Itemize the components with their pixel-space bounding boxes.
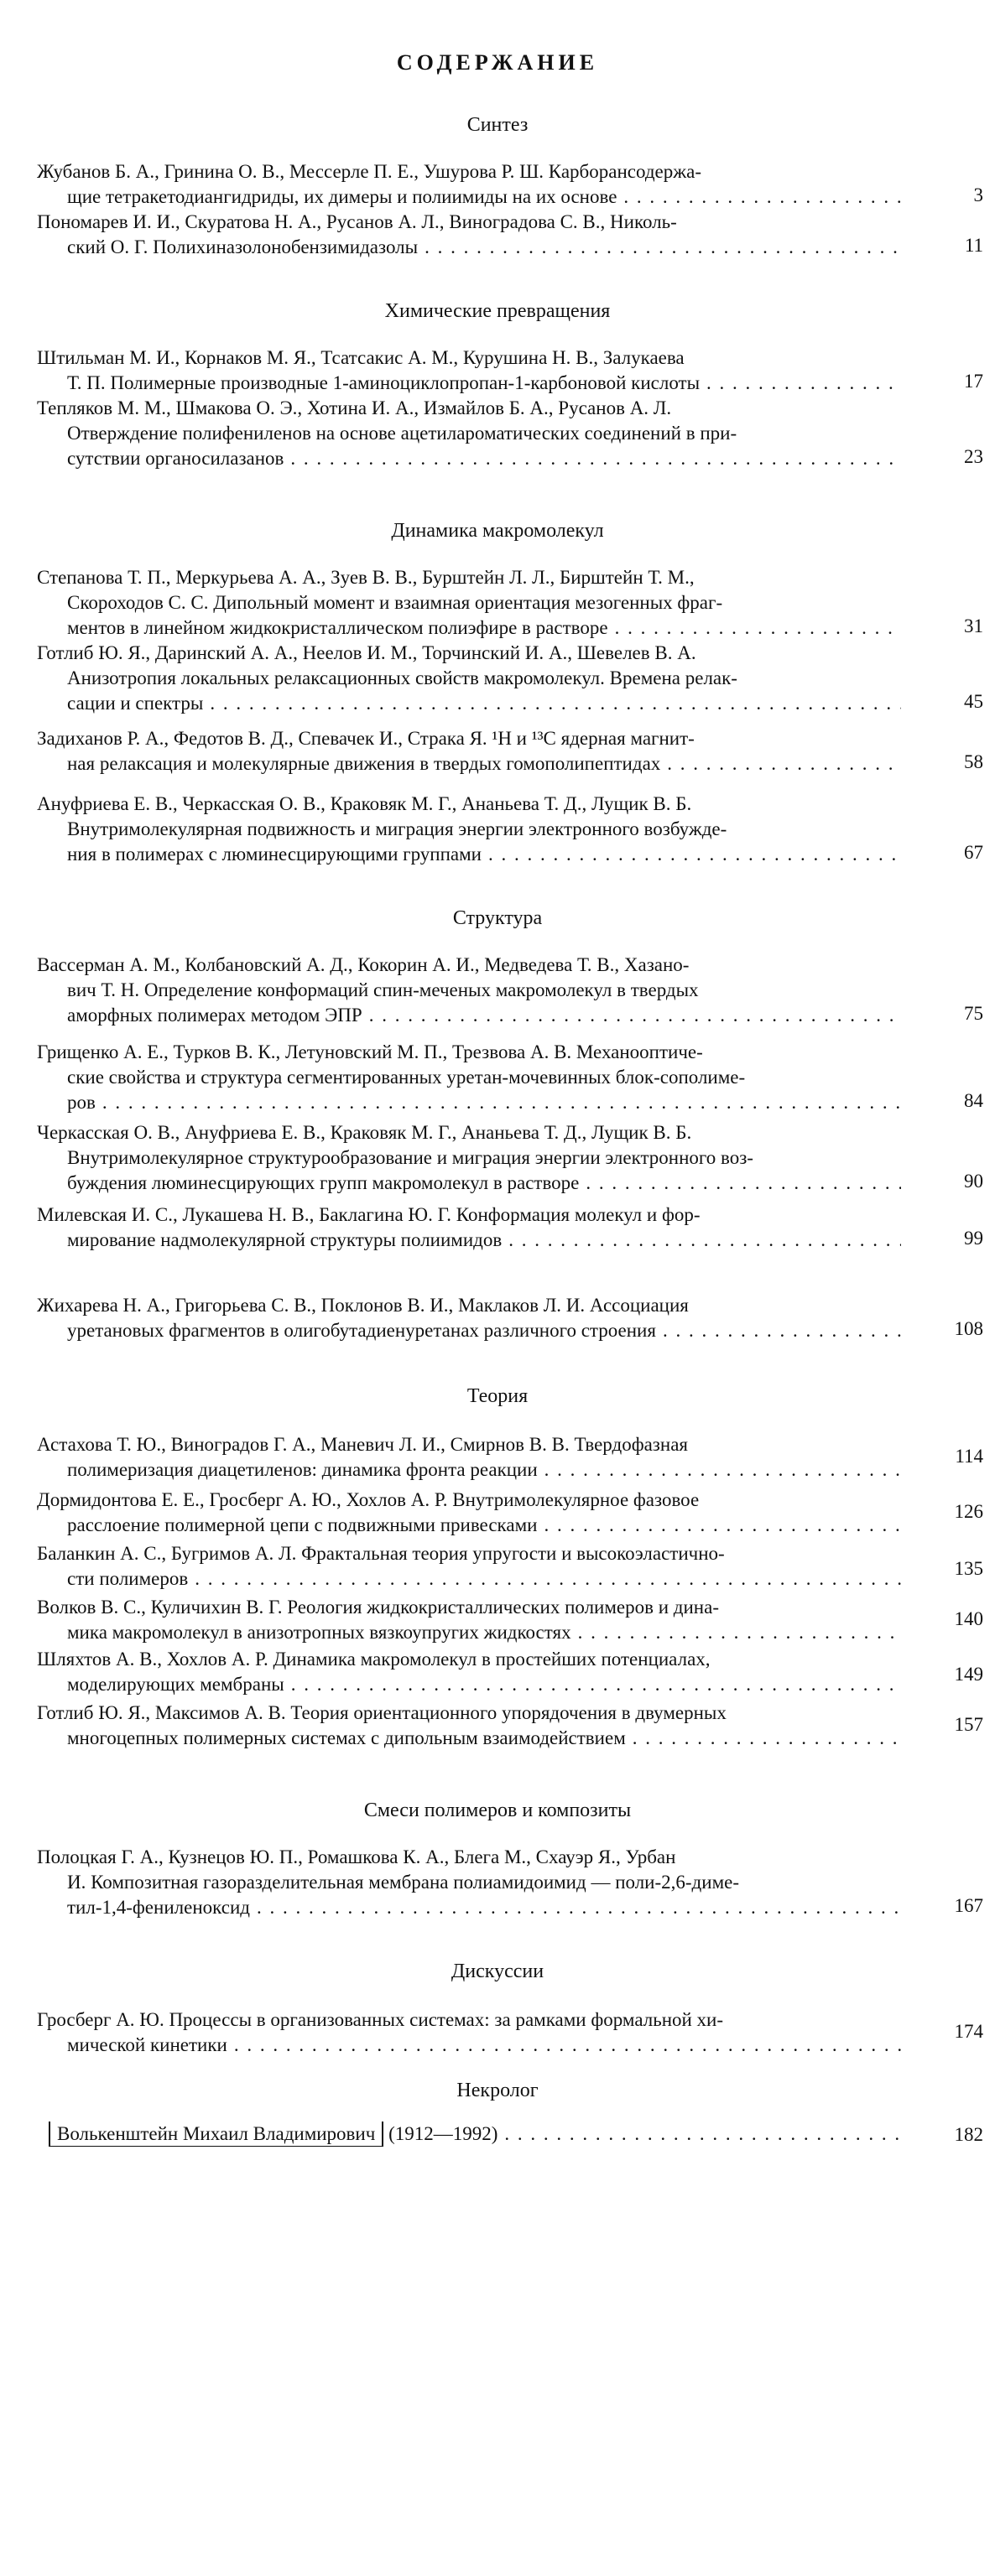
section-heading-discussions: Дискуссии xyxy=(451,1961,544,1982)
section-heading-dynamics: Динамика макромолекул xyxy=(391,520,604,542)
page-number: 58 xyxy=(964,751,983,772)
toc-entry xyxy=(37,1541,901,1592)
page-number: 135 xyxy=(954,1558,983,1579)
page-number: 84 xyxy=(964,1090,983,1111)
entry-last-line: ров . . . xyxy=(37,1090,901,1115)
entry-line: Внутримолекулярное структурообразование и миграция энергии электронного воз- xyxy=(67,1147,753,1168)
entry-line: Степанова Т. П., Меркурьева А. А., Зуев В. В., Бурштейн Л. Л., Бирштейн Т. М., xyxy=(37,567,695,588)
entry-line: Грищенко А. Е., Турков В. К., Летуновский М. П., Трезвова А. В. Механооптиче- xyxy=(37,1041,703,1062)
page-number: 90 xyxy=(964,1171,983,1192)
entry-line: Дормидонтова Е. Е., Гросберг А. Ю., Хохлов А. Р. Внутримолекулярное фазовое xyxy=(37,1489,700,1510)
page-number: 45 xyxy=(964,691,983,712)
page-title: СОДЕРЖАНИЕ xyxy=(396,50,599,75)
entry-last-line: уретановых фрагментов в олигобутадиенуретанах различного строения . . . xyxy=(37,1318,901,1343)
page-number: 140 xyxy=(954,1608,983,1629)
entry-last-line: многоцепных полимерных системах с дипольным взаимодействием . . . xyxy=(37,1726,901,1751)
page-number: 114 xyxy=(955,1446,983,1467)
toc-entry xyxy=(37,1120,901,1196)
toc-entry xyxy=(37,565,901,641)
page-number: 75 xyxy=(964,1003,983,1024)
toc-entry xyxy=(37,792,901,867)
entry-last-line: тил-1,4-фениленоксид . . . xyxy=(37,1895,901,1920)
page-number: 149 xyxy=(954,1664,983,1685)
entry-line: Астахова Т. Ю., Виноградов Г. А., Маневич Л. И., Смирнов В. В. Твердофазная xyxy=(37,1434,688,1455)
section-heading-obituary: Некролог xyxy=(456,2080,539,2101)
entry-line: Баланкин А. С., Бугримов А. Л. Фрактальная теория упругости и высокоэластично- xyxy=(37,1543,725,1564)
entry-line: Вассерман А. М., Колбановский А. Д., Кокорин А. И., Медведева Т. В., Хазано- xyxy=(37,954,690,975)
entry-last-line: мирование надмолекулярной структуры полиимидов . . . xyxy=(37,1228,901,1253)
page-number: 3 xyxy=(973,184,983,205)
section-heading-chemical: Химические превращения xyxy=(384,300,611,322)
entry-line: Отверждение полифениленов на основе ацетилароматических соединений в при- xyxy=(67,423,737,444)
page-number: 11 xyxy=(964,235,983,256)
toc-entry xyxy=(37,1701,901,1751)
entry-line: Пономарев И. И., Скуратова Н. А., Русанов А. Л., Виноградова С. В., Николь- xyxy=(37,211,677,232)
entry-last-line: расслоение полимерной цепи с подвижными привесками . . . xyxy=(37,1513,901,1538)
entry-line: Черкасская О. В., Ануфриева Е. В., Краковяк М. Г., Ананьева Т. Д., Лущик В. Б. xyxy=(37,1122,692,1143)
toc-entry xyxy=(37,345,901,396)
entry-line: Внутримолекулярная подвижность и миграция энергии электронного возбужде- xyxy=(67,818,727,839)
toc-entry xyxy=(37,1040,901,1115)
entry-last-line: ский О. Г. Полихиназолонобензимидазолы . . . xyxy=(37,235,901,260)
toc-entry xyxy=(37,1845,901,1920)
section-heading-synthesis: Синтез xyxy=(466,114,529,136)
page-number: 174 xyxy=(954,2021,983,2042)
entry-line: Задиханов Р. А., Федотов В. Д., Спевачек И., Страка Я. ¹H и ¹³C ядерная магнит- xyxy=(37,728,695,749)
entry-line: Готлиб Ю. Я., Даринский А. А., Неелов И. М., Торчинский И. А., Шевелев В. А. xyxy=(37,642,696,663)
page-number: 99 xyxy=(964,1228,983,1249)
toc-entry xyxy=(37,1647,901,1697)
entry-last-line: полимеризация диацетиленов: динамика фронта реакции . . . xyxy=(37,1457,901,1483)
toc-entry xyxy=(37,1432,901,1483)
toc-entry xyxy=(37,159,901,210)
entry-last-line: Т. П. Полимерные производные 1-аминоциклопропан-1-карбоновой кислоты . . . xyxy=(37,371,901,396)
entry-line: Ануфриева Е. В., Черкасская О. В., Краковяк М. Г., Ананьева Т. Д., Лущик В. Б. xyxy=(37,793,692,814)
page-number: 17 xyxy=(964,371,983,392)
entry-last-line: буждения люминесцирующих групп макромолекул в растворе . . . xyxy=(37,1171,901,1196)
toc-entry xyxy=(37,726,901,776)
toc-entry xyxy=(37,210,901,260)
entry-line: Штильман М. И., Корнаков М. Я., Тсатсакис А. М., Курушина Н. В., Залукаева xyxy=(37,347,685,368)
entry-line: Гросберг А. Ю. Процессы в организованных системах: за рамками формальной хи- xyxy=(37,2009,724,2030)
obituary-entry xyxy=(49,2122,901,2147)
entry-line: Жубанов Б. А., Гринина О. В., Мессерле П. Е., Ушурова Р. Ш. Карборансодержа- xyxy=(37,161,701,182)
entry-line: Анизотропия локальных релаксационных свойств макромолекул. Времена релак- xyxy=(67,667,737,688)
entry-line: ские свойства и структура сегментированных уретан-мочевинных блок-сополиме- xyxy=(67,1067,746,1088)
obituary-line xyxy=(49,2122,901,2147)
entry-line: Готлиб Ю. Я., Максимов А. В. Теория ориентационного упорядочения в двумерных xyxy=(37,1702,727,1723)
entry-last-line: мика макромолекул в анизотропных вязкоупругих жидкостях . . . xyxy=(37,1620,901,1645)
entry-last-line: аморфных полимерах методом ЭПР . . . xyxy=(37,1003,901,1028)
page-number: 67 xyxy=(964,842,983,863)
entry-last-line: сации и спектры . . . xyxy=(37,691,901,716)
toc-entry xyxy=(37,396,901,471)
entry-line: вич Т. Н. Определение конформаций спин-меченых макромолекул в твердых xyxy=(67,979,699,1000)
page-number: 23 xyxy=(964,446,983,467)
entry-last-line: ния в полимерах с люминесцирующими группами . . . xyxy=(37,842,901,867)
page-number: 126 xyxy=(954,1501,983,1522)
entry-last-line: сутствии органосилазанов . . . xyxy=(37,446,901,471)
entry-last-line: мической кинетики . . . xyxy=(37,2033,901,2058)
section-heading-structure: Структура xyxy=(452,907,543,929)
toc-entry xyxy=(37,2007,901,2058)
page-number: 167 xyxy=(954,1895,983,1916)
page-number: 31 xyxy=(964,615,983,636)
toc-entry xyxy=(37,1595,901,1645)
entry-last-line: сти полимеров . . . xyxy=(37,1566,901,1592)
page-number: 157 xyxy=(954,1714,983,1735)
entry-last-line: моделирующих мембраны . . . xyxy=(37,1672,901,1697)
entry-line: Полоцкая Г. А., Кузнецов Ю. П., Ромашкова К. А., Блега М., Схауэр Я., Урбан xyxy=(37,1846,676,1867)
entry-line: Волков В. С., Куличихин В. Г. Реология жидкокристаллических полимеров и дина- xyxy=(37,1597,719,1618)
page-number: 108 xyxy=(954,1318,983,1339)
entry-line: И. Композитная газоразделительная мембрана полиамидоимид — поли-2,6-диме- xyxy=(67,1872,739,1893)
section-heading-theory: Теория xyxy=(466,1385,529,1407)
entry-last-line: ная релаксация и молекулярные движения в твердых гомополипептидах . . . xyxy=(37,751,901,776)
toc-entry xyxy=(37,1488,901,1538)
page-number: 182 xyxy=(954,2124,983,2145)
entry-line: Шляхтов А. В., Хохлов А. Р. Динамика макромолекул в простейших потенциалах, xyxy=(37,1649,711,1670)
entry-line: Жихарева Н. А., Григорьева С. В., Поклонов В. И., Маклаков Л. И. Ассоциация xyxy=(37,1295,689,1316)
entry-last-line: щие тетракетодиангидриды, их димеры и полиимиды на их основе . . . xyxy=(37,184,901,210)
toc-entry xyxy=(37,641,901,716)
entry-line: Скороходов С. С. Дипольный момент и взаимная ориентация мезогенных фраг- xyxy=(67,592,723,613)
obituary-years: (1912—1992) xyxy=(388,2123,498,2144)
entry-line: Милевская И. С., Лукашева Н. В., Баклагина Ю. Г. Конформация молекул и фор- xyxy=(37,1204,701,1225)
toc-entry xyxy=(37,1293,901,1343)
toc-entry xyxy=(37,953,901,1028)
entry-last-line: ментов в линейном жидкокристаллическом полиэфире в растворе . . . xyxy=(37,615,901,641)
entry-line: Тепляков М. М., Шмакова О. Э., Хотина И. А., Измайлов Б. А., Русанов А. Л. xyxy=(37,397,672,418)
toc-entry xyxy=(37,1202,901,1253)
obituary-name: Волькенштейн Михаил Владимирович xyxy=(49,2122,383,2147)
section-heading-blends: Смеси полимеров и композиты xyxy=(363,1800,632,1821)
